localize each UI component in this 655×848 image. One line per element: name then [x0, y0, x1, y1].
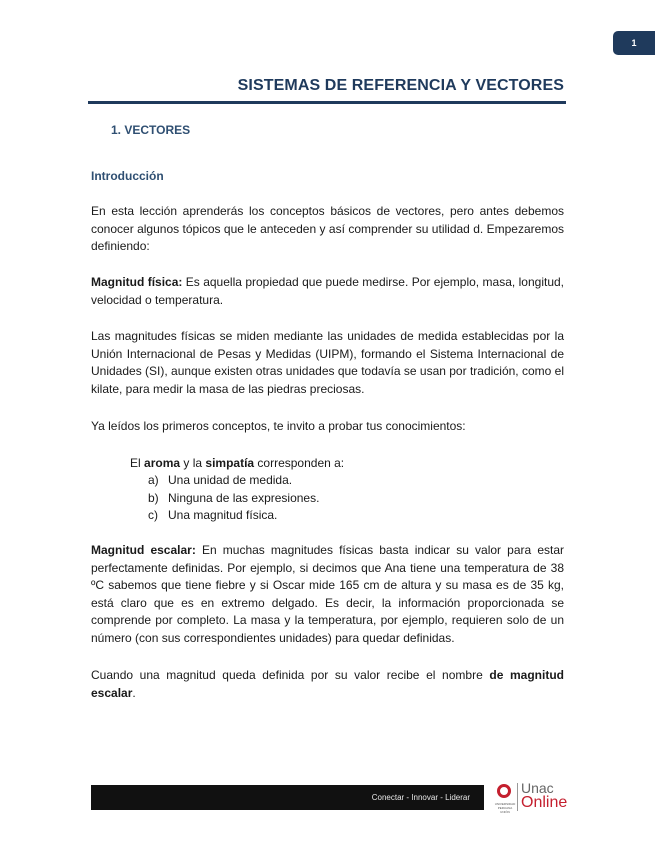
quiz-term-aroma: aroma: [144, 456, 181, 470]
option-text: Una magnitud física.: [168, 508, 278, 523]
section-heading: 1. VECTORES: [111, 123, 191, 137]
quiz-question: [130, 455, 344, 473]
magnitud-fisica-paragraph: [91, 274, 564, 309]
quiz-question-prefix: El: [130, 456, 145, 470]
magnitud-escalar-term: Magnitud escalar:: [91, 543, 196, 557]
magnitud-escalar-paragraph: [91, 542, 564, 648]
quiz-option-a: [148, 472, 319, 490]
unidades-paragraph: Las magnitudes físicas se miden mediante las unidades de medida establecidas por la Unión Internacional de Pesas y Medidas (UIPM), formando el Sistema Internacional de Unidades (SI), aunque existen otras unidades que todavía se usan por tradición, como el kilate, para medir la masa de las piedras preciosas.: [91, 329, 564, 396]
conclusion-suffix: .: [132, 685, 136, 700]
logo-unac-text: Unac: [521, 780, 554, 796]
logo-ring-icon: [497, 784, 511, 798]
intro-paragraph: En esta lección aprenderás los conceptos básicos de vectores, pero antes debemos conocer algunos tópicos que le anteceden y así comprender su utilidad d. Empezaremos definiendo:: [91, 204, 564, 254]
page-number-badge: [613, 31, 655, 55]
quiz-question-mid: y la: [180, 456, 206, 470]
quiz-options: [148, 472, 319, 525]
logo-divider: [517, 783, 518, 811]
title-divider: [88, 101, 566, 104]
unac-online-logo: [493, 781, 568, 813]
option-text: Una unidad de medida.: [168, 473, 293, 487]
quiz-option-c: [148, 507, 319, 525]
magnitud-fisica-definition: Es aquella propiedad que puede medirse. Por ejemplo, masa, longitud, velocidad o temperatura.: [91, 275, 564, 307]
invitation-paragraph: Ya leídos los primeros conceptos, te invito a probar tus conocimientos:: [91, 419, 466, 433]
logo-university-text: UNIVERSIDAD PERUANA UNIÓN: [494, 802, 516, 814]
conclusion-term: de magnitud escalar: [91, 668, 564, 700]
option-text: Ninguna de las expresiones.: [168, 490, 320, 505]
document-title: SISTEMAS DE REFERENCIA Y VECTORES: [237, 77, 564, 94]
intro-heading: Introducción: [91, 169, 164, 183]
escalar-conclusion-paragraph: [91, 667, 564, 702]
conclusion-prefix: Cuando una magnitud queda definida por su valor recibe el nombre: [91, 668, 490, 682]
option-letter: a): [148, 473, 159, 487]
magnitud-escalar-definition: En muchas magnitudes físicas basta indicar su valor para estar perfectamente definidas. Por ejemplo, si decimos que Ana tiene una temperatura de 38 ºC sabemos que tiene fiebre y si Oscar mide 165 cm de altura y su masa es de 35 kg, está claro que es en extremo delgado. Es decir, la información proporcionada se comprende por completo. La masa y la temperatura, por ejemplo, requieren solo de un número (con sus correspondientes unidades) para quedar definidas.: [91, 543, 564, 645]
option-letter: b): [148, 490, 159, 505]
quiz-option-b: [148, 490, 319, 508]
quiz-question-suffix: corresponden a:: [254, 456, 345, 470]
footer-slogan: Conectar - Innovar - Liderar: [371, 793, 470, 802]
logo-online-text: Online: [521, 794, 568, 811]
option-letter: c): [148, 508, 158, 523]
quiz-term-simpatia: simpatía: [205, 456, 255, 470]
footer-bar: [91, 785, 484, 810]
magnitud-fisica-term: Magnitud física:: [91, 275, 183, 289]
page-number: 1: [631, 38, 637, 48]
